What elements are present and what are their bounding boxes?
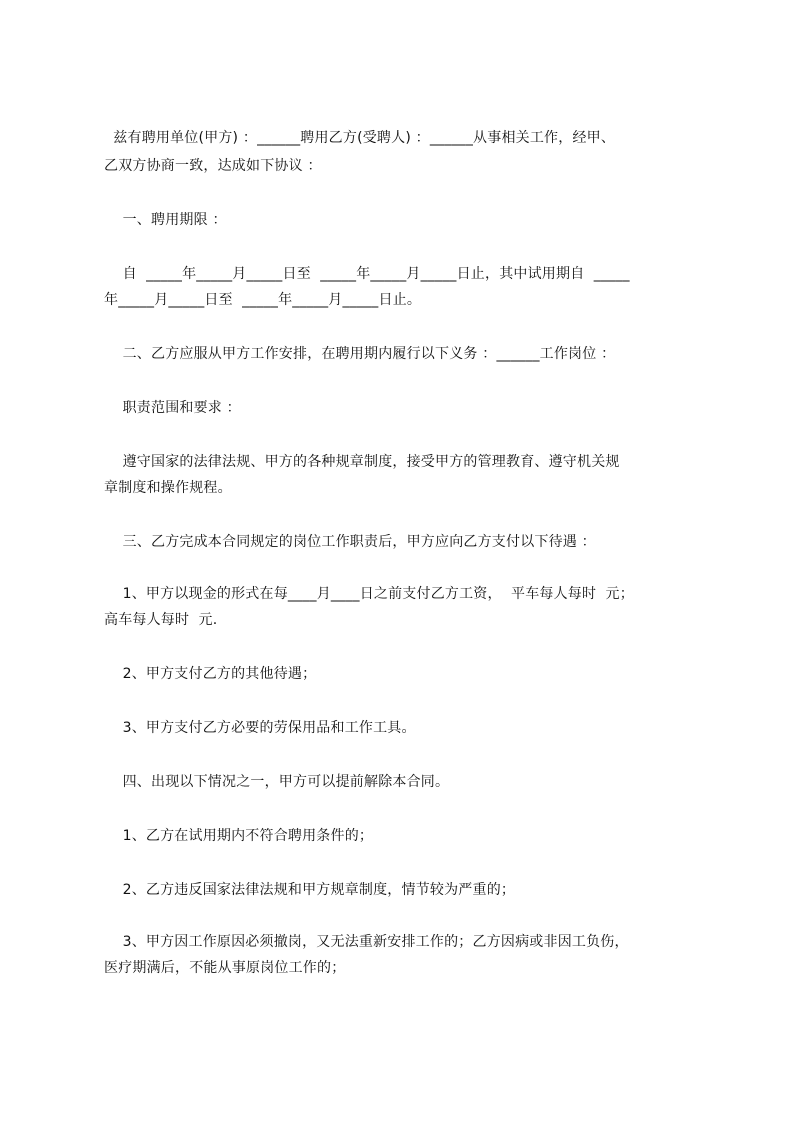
section-3-heading: 三、乙方完成本合同规定的岗位工作职责后，甲方应向乙方支付以下待遇 ： xyxy=(104,534,596,550)
term-line-2: 年_____月_____日至 _____年_____月_____日止。 xyxy=(104,292,422,308)
duties-line-2: 章制度和操作规程。 xyxy=(104,480,232,496)
section-4-heading: 四、出现以下情况之一，甲方可以提前解除本合同。 xyxy=(104,774,450,790)
termination-item-2: 2、乙方违反国家法律法规和甲方规章制度，情节较为严重的； xyxy=(104,882,516,898)
duties-line-1: 遵守国家的法律法规、甲方的各种规章制度，接受甲方的管理教育、遵守机关规 xyxy=(104,454,620,470)
section-1-heading: 一、聘用期限 ： xyxy=(104,212,227,228)
pay-item-3: 3、甲方支付乙方必要的劳保用品和工作工具。 xyxy=(104,720,416,736)
section-2-heading: 二、乙方应服从甲方工作安排，在聘用期内履行以下义务 ：______工作岗位 ： xyxy=(104,346,616,362)
intro-line-1: 兹有聘用单位(甲方) ：______聘用乙方(受聘人) ：______从事相关工作，经甲、 xyxy=(104,130,616,146)
pay-item-1-line-2: 高车每人每时 元. xyxy=(104,612,218,628)
termination-item-3-line-1: 3、甲方因工作原因必须撤岗，又无法重新安排工作的；乙方因病或非因工负伤， xyxy=(104,934,629,950)
pay-item-2: 2、甲方支付乙方的其他待遇； xyxy=(104,666,317,682)
termination-item-3-line-2: 医疗期满后，不能从事原岗位工作的； xyxy=(104,960,346,976)
termination-item-1: 1、乙方在试用期内不符合聘用条件的； xyxy=(104,828,374,844)
pay-item-1-line-1: 1、甲方以现金的形式在每____月____日之前支付乙方工资， 平车每人每时 元； xyxy=(104,586,634,602)
term-line-1: 自 _____年_____月_____日至 _____年_____月_____日止，其中试用期自 _____ xyxy=(104,266,630,282)
intro-line-2: 乙双方协商一致，达成如下协议 ： xyxy=(104,158,322,174)
duties-heading: 职责范围和要求 ： xyxy=(104,400,241,416)
